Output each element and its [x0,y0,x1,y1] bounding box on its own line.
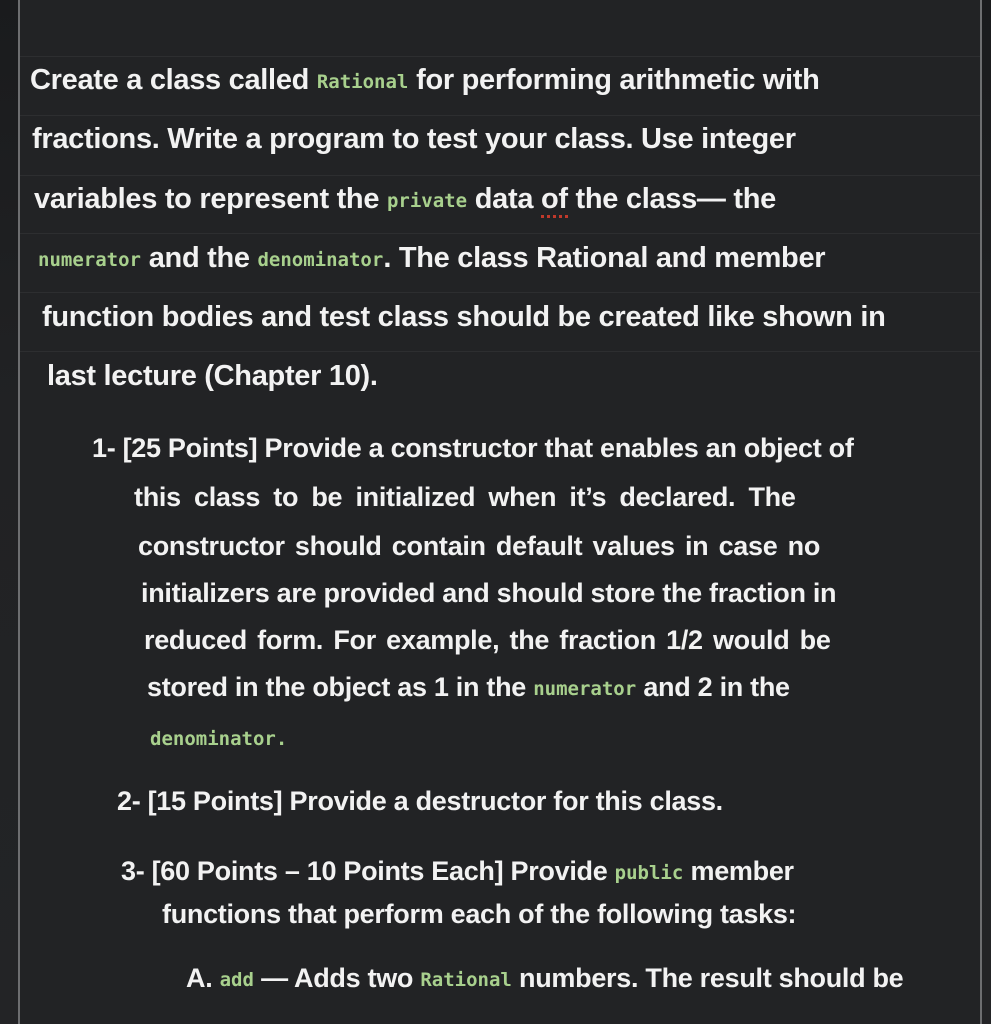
item1-line-7: denominator. [150,728,288,750]
code-denominator: denominator [150,728,276,750]
code-private: private [386,190,468,212]
divider [20,233,980,234]
item3-line-1: 3- [60 Points – 10 Points Each] Provide public member [121,856,794,886]
code-public: public [614,862,684,884]
item3-line-2: functions that perform each of the following tasks: [162,899,797,929]
code-add: add [219,969,254,991]
item1-line-4: initializers are provided and should store the fraction in [141,578,837,608]
item1-line-1: 1- [25 Points] Provide a constructor that enables an object of [92,433,854,463]
document-page [18,0,982,1024]
item1-line-5: reduced form. For example, the fraction 1/2 would be [144,625,831,655]
divider [20,292,980,293]
code-rational: Rational [316,71,409,93]
divider [20,175,980,176]
item1-line-3: constructor should contain default values in case no [138,531,821,561]
divider [20,351,980,352]
intro-line-1: Create a class called Rational for performing arithmetic with [30,64,820,96]
itemA-line-1: A. add — Adds two Rational numbers. The result should be [186,963,904,993]
intro-line-2: fractions. Write a program to test your class. Use integer [32,123,796,155]
spellcheck-word: of [541,183,568,218]
code-denominator: denominator [257,249,384,271]
item2-line-1: 2- [15 Points] Provide a destructor for this class. [117,786,723,816]
divider [20,115,980,116]
intro-line-3: variables to represent the private data of the class— the [34,183,776,216]
code-numerator: numerator [533,678,637,700]
item1-line-6: stored in the object as 1 in the numerator and 2 in the [147,672,790,702]
item1-line-2: this class to be initialized when it’s declared. The [134,482,796,512]
intro-line-6: last lecture (Chapter 10). [47,360,378,392]
intro-line-5: function bodies and test class should be created like shown in [42,301,886,333]
intro-line-4: numerator and the denominator. The class Rational and member [38,242,826,274]
divider [20,56,980,57]
code-numerator: numerator [38,249,141,271]
code-rational: Rational [420,969,512,991]
